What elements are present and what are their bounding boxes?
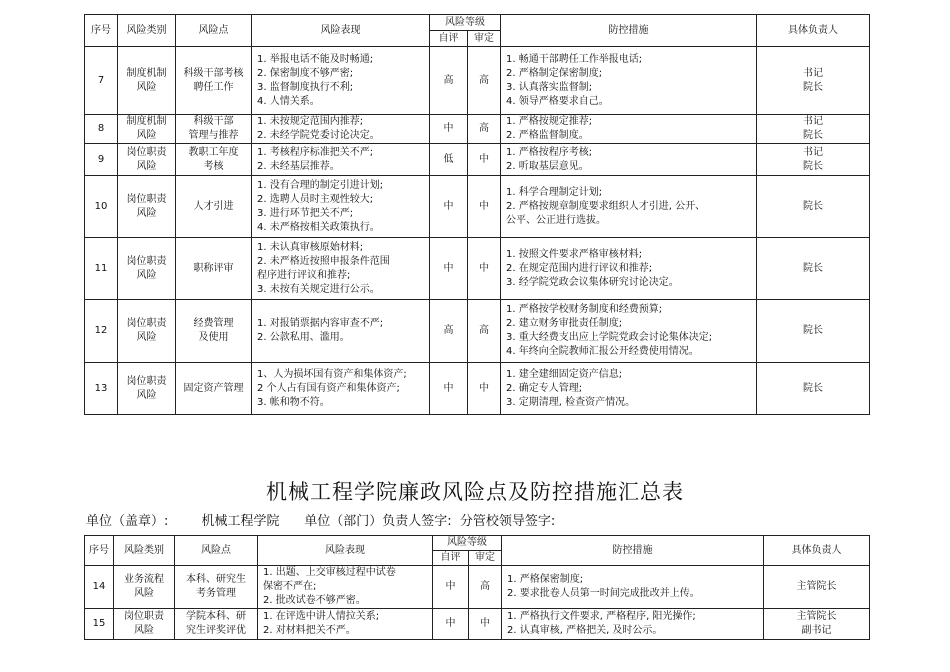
row-category-line: 风险 bbox=[136, 130, 157, 141]
row-measures-line: 3. 认真落实监督制; bbox=[506, 81, 593, 93]
table-row bbox=[85, 176, 870, 238]
row-seq: 12 bbox=[85, 300, 118, 363]
row-owner-line: 院长 bbox=[803, 325, 823, 336]
row-seq: 13 bbox=[85, 363, 118, 415]
row-measures bbox=[501, 176, 757, 238]
row-seq: 15 bbox=[85, 609, 114, 640]
row-measures-line: 2. 听取基层意见。 bbox=[506, 160, 589, 172]
header-manifestation: 风险表现 bbox=[252, 15, 430, 47]
row-manifestation bbox=[252, 363, 430, 415]
row-manifestation-line: 4. 未严格按相关政策执行。 bbox=[257, 221, 380, 233]
row-manifestation-line: 3. 未按有关规定进行公示。 bbox=[257, 283, 380, 295]
row-point bbox=[176, 363, 252, 415]
row-category-line: 制度机制 bbox=[126, 116, 167, 127]
row-measures-line: 1. 建全建细固定资产信息; bbox=[506, 368, 623, 380]
header-review: 审定 bbox=[469, 551, 502, 566]
row-owner-line: 院长 bbox=[803, 130, 823, 141]
row-owner bbox=[757, 363, 870, 415]
row-category-line: 岗位职责 bbox=[126, 193, 167, 205]
row-manifestation-line: 4. 人情关系。 bbox=[257, 95, 320, 107]
row-category bbox=[118, 300, 176, 363]
risk-table-2 bbox=[84, 535, 870, 640]
row-manifestation bbox=[252, 238, 430, 300]
row-category bbox=[114, 566, 175, 609]
row-manifestation-line: 1、人为损坏国有资产和集体资产; bbox=[257, 368, 407, 380]
row-review: 高 bbox=[468, 115, 501, 144]
row-measures-line: 1. 按照文件要求严格审核材料; bbox=[506, 248, 643, 260]
row-category bbox=[118, 238, 176, 300]
table-row bbox=[85, 144, 870, 176]
row-seq: 11 bbox=[85, 238, 118, 300]
row-point-line: 学院本科、研 bbox=[186, 611, 246, 622]
row-point-line: 及使用 bbox=[198, 332, 229, 343]
row-category-line: 岗位职责 bbox=[126, 146, 167, 158]
row-owner-line: 院长 bbox=[803, 262, 823, 274]
row-category-line: 岗位职责 bbox=[126, 375, 167, 387]
row-owner bbox=[757, 47, 870, 115]
row-measures-line: 1. 严格按学校财务制度和经费预算; bbox=[506, 304, 663, 315]
row-point bbox=[175, 566, 258, 609]
row-owner-line: 书记 bbox=[803, 116, 823, 127]
row-point-line: 职称评审 bbox=[193, 262, 234, 274]
row-point bbox=[176, 238, 252, 300]
row-category-line: 风险 bbox=[136, 207, 157, 219]
row-measures bbox=[501, 144, 757, 176]
row-manifestation-line: 2. 选聘人员时主观性较大; bbox=[257, 193, 374, 205]
header-seq: 序号 bbox=[85, 536, 114, 566]
row-category bbox=[118, 363, 176, 415]
row-owner-line: 书记 bbox=[803, 67, 823, 79]
row-review: 高 bbox=[468, 300, 501, 363]
row-measures-line: 1. 严格执行文件要求, 严格程序, 阳光操作; bbox=[507, 611, 696, 622]
row-manifestation-line: 1. 举报电话不能及时畅通; bbox=[257, 53, 374, 65]
row-seq: 10 bbox=[85, 176, 118, 238]
row-owner-line: 院长 bbox=[803, 382, 823, 394]
row-manifestation bbox=[258, 609, 433, 640]
row-point bbox=[176, 115, 252, 144]
row-owner bbox=[757, 176, 870, 238]
row-point-line: 人才引进 bbox=[193, 200, 234, 212]
row-owner bbox=[757, 300, 870, 363]
row-manifestation-line: 保密不严在; bbox=[263, 581, 317, 592]
row-review: 中 bbox=[468, 144, 501, 176]
row-manifestation bbox=[252, 144, 430, 176]
row-measures-line: 2. 严格监督制度。 bbox=[506, 130, 589, 141]
row-measures-line: 3. 重大经费支出应上学院党政会讨论集体决定; bbox=[506, 332, 713, 343]
row-category-line: 制度机制 bbox=[126, 67, 167, 79]
table-row bbox=[85, 115, 870, 144]
row-measures-line: 1. 严格按规定推荐; bbox=[506, 116, 593, 127]
row-point-line: 科级干部考核 bbox=[183, 67, 244, 79]
row-review: 中 bbox=[468, 176, 501, 238]
row-point-line: 管理与推荐 bbox=[188, 130, 239, 141]
row-measures bbox=[502, 566, 764, 609]
row-point-line: 考务管理 bbox=[196, 588, 236, 599]
row-manifestation-line: 2. 公款私用、滥用。 bbox=[257, 332, 350, 343]
row-owner-line: 副书记 bbox=[801, 625, 832, 636]
row-category bbox=[118, 176, 176, 238]
header-self-eval: 自评 bbox=[430, 31, 468, 47]
row-owner-line: 主管院长 bbox=[796, 581, 837, 592]
row-category-line: 风险 bbox=[136, 160, 157, 172]
row-category bbox=[118, 47, 176, 115]
row-category-line: 岗位职责 bbox=[126, 318, 167, 329]
row-owner bbox=[764, 566, 870, 609]
row-manifestation-line: 2. 未经学院党委讨论决定。 bbox=[257, 130, 380, 141]
row-self-eval: 中 bbox=[430, 238, 468, 300]
row-measures bbox=[502, 609, 764, 640]
table-row bbox=[85, 47, 870, 115]
row-category-line: 风险 bbox=[136, 81, 157, 93]
row-review: 中 bbox=[469, 609, 502, 640]
row-measures-line: 2. 确定专人管理; bbox=[506, 382, 583, 394]
row-point-line: 经费管理 bbox=[193, 318, 234, 329]
row-self-eval: 高 bbox=[430, 300, 468, 363]
row-manifestation-line: 3. 监督制度执行不利; bbox=[257, 81, 354, 93]
row-measures-line: 1. 严格按程序考核; bbox=[506, 146, 593, 158]
row-measures bbox=[501, 300, 757, 363]
row-point-line: 固定资产管理 bbox=[183, 382, 244, 394]
row-owner-line: 院长 bbox=[803, 160, 823, 172]
row-manifestation-line: 2. 未严格近按照申报条件范围 bbox=[257, 255, 390, 267]
row-measures-line: 1. 畅通干部聘任工作举报电话; bbox=[506, 53, 643, 65]
header-point: 风险点 bbox=[176, 15, 252, 47]
row-owner-line: 院长 bbox=[803, 200, 823, 212]
header-level: 风险等级 bbox=[433, 536, 502, 551]
row-point-line: 聘任工作 bbox=[193, 81, 234, 93]
row-manifestation-line: 1. 出题、上交审核过程中试卷 bbox=[263, 567, 396, 578]
header-point: 风险点 bbox=[175, 536, 258, 566]
row-owner-line: 主管院长 bbox=[796, 611, 837, 622]
row-seq: 8 bbox=[85, 115, 118, 144]
row-measures bbox=[501, 363, 757, 415]
row-owner-line: 院长 bbox=[803, 81, 823, 93]
table-row bbox=[85, 238, 870, 300]
row-category-line: 岗位职责 bbox=[126, 255, 167, 267]
header-measures: 防控措施 bbox=[501, 15, 757, 47]
row-self-eval: 中 bbox=[430, 176, 468, 238]
row-point bbox=[176, 300, 252, 363]
row-measures-line: 1. 科学合理制定计划; bbox=[506, 186, 603, 198]
unit-line bbox=[86, 510, 555, 529]
row-category bbox=[118, 115, 176, 144]
row-manifestation bbox=[252, 176, 430, 238]
row-manifestation-line: 1. 没有合理的制定引进计划; bbox=[257, 179, 384, 191]
row-manifestation-line: 程序进行评议和推荐; bbox=[257, 269, 351, 281]
row-manifestation bbox=[252, 300, 430, 363]
row-owner bbox=[757, 115, 870, 144]
row-point bbox=[176, 47, 252, 115]
row-measures-line: 3. 经学院党政会议集体研究讨论决定。 bbox=[506, 276, 679, 288]
row-point-line: 教职工年度 bbox=[188, 146, 239, 158]
row-category-line: 风险 bbox=[136, 332, 157, 343]
row-manifestation bbox=[252, 115, 430, 144]
risk-table-1 bbox=[84, 14, 870, 415]
row-point bbox=[176, 144, 252, 176]
row-self-eval: 中 bbox=[430, 363, 468, 415]
row-point-line: 本科、研究生 bbox=[186, 574, 246, 585]
row-measures bbox=[501, 115, 757, 144]
row-category-line: 风险 bbox=[136, 269, 157, 281]
table-row bbox=[85, 566, 870, 609]
row-measures-line: 4. 年终向全院教师汇报公开经费使用情况。 bbox=[506, 346, 699, 357]
row-review: 中 bbox=[468, 238, 501, 300]
row-manifestation bbox=[258, 566, 433, 609]
row-category-line: 风险 bbox=[134, 588, 154, 599]
row-manifestation-line: 2. 对材料把关不严。 bbox=[263, 625, 356, 636]
row-category-line: 风险 bbox=[134, 625, 154, 636]
row-review: 高 bbox=[469, 566, 502, 609]
table-row bbox=[85, 300, 870, 363]
row-manifestation-line: 3. 帐和物不符。 bbox=[257, 396, 330, 408]
row-manifestation-line: 1. 在评选中讲人情拉关系; bbox=[263, 611, 380, 622]
row-measures-line: 1. 严格保密制度; bbox=[507, 574, 584, 585]
row-category-line: 业务流程 bbox=[124, 574, 164, 585]
row-manifestation-line: 1. 未按规定范围内推荐; bbox=[257, 116, 364, 127]
row-owner bbox=[764, 609, 870, 640]
row-point-line: 考核 bbox=[203, 160, 224, 172]
row-measures-line: 2. 建立财务审批责任制度; bbox=[506, 318, 623, 329]
row-manifestation-line: 2. 未经基层推荐。 bbox=[257, 160, 340, 172]
row-owner bbox=[757, 144, 870, 176]
row-seq: 7 bbox=[85, 47, 118, 115]
row-category-line: 岗位职责 bbox=[124, 611, 164, 622]
header-owner: 具体负责人 bbox=[757, 15, 870, 47]
row-manifestation-line: 1. 对报销票据内容审查不严; bbox=[257, 318, 384, 329]
row-seq: 9 bbox=[85, 144, 118, 176]
header-owner: 具体负责人 bbox=[764, 536, 870, 566]
row-manifestation bbox=[252, 47, 430, 115]
header-seq: 序号 bbox=[85, 15, 118, 47]
row-category bbox=[114, 609, 175, 640]
row-measures-line: 2. 在规定范围内进行评议和推荐; bbox=[506, 262, 653, 274]
row-manifestation-line: 1. 未认真审核原始材料; bbox=[257, 241, 364, 253]
row-measures-line: 2. 严格制定保密制度; bbox=[506, 67, 603, 79]
row-self-eval: 中 bbox=[430, 115, 468, 144]
row-self-eval: 高 bbox=[430, 47, 468, 115]
page-title: 机械工程学院廉政风险点及防控措施汇总表 bbox=[266, 480, 684, 504]
header-manifestation: 风险表现 bbox=[258, 536, 433, 566]
unit-name: 机械工程学院 bbox=[201, 514, 280, 529]
row-self-eval: 中 bbox=[433, 609, 469, 640]
row-point bbox=[176, 176, 252, 238]
row-point-line: 科级干部 bbox=[193, 116, 234, 127]
row-manifestation-line: 2. 批改试卷不够严密。 bbox=[263, 595, 366, 606]
header-category: 风险类别 bbox=[114, 536, 175, 566]
row-measures-line: 公平、公正进行选拔。 bbox=[506, 214, 606, 226]
row-self-eval: 低 bbox=[430, 144, 468, 176]
row-measures bbox=[501, 238, 757, 300]
unit-label: 单位（盖章）: bbox=[86, 514, 169, 529]
row-review: 中 bbox=[468, 363, 501, 415]
row-measures-line: 2. 严格按规章制度要求组织人才引进, 公开、 bbox=[506, 200, 706, 212]
header-self-eval: 自评 bbox=[433, 551, 469, 566]
row-review: 高 bbox=[468, 47, 501, 115]
row-self-eval: 中 bbox=[433, 566, 469, 609]
row-measures-line: 2. 要求批卷人员第一时间完成批改并上传。 bbox=[507, 588, 700, 599]
header-level: 风险等级 bbox=[430, 15, 501, 31]
row-measures-line: 4. 领导严格要求自己。 bbox=[506, 95, 609, 107]
risk-table-2-body bbox=[85, 566, 870, 640]
row-measures bbox=[501, 47, 757, 115]
row-manifestation-line: 1. 考核程序标准把关不严; bbox=[257, 146, 374, 158]
row-seq: 14 bbox=[85, 566, 114, 609]
header-review: 审定 bbox=[468, 31, 501, 47]
row-category bbox=[118, 144, 176, 176]
header-measures: 防控措施 bbox=[502, 536, 764, 566]
row-manifestation-line: 3. 进行环节把关不严; bbox=[257, 207, 354, 219]
header-category: 风险类别 bbox=[118, 15, 176, 47]
row-measures-line: 3. 定期清理, 检查资产情况。 bbox=[506, 396, 636, 408]
row-manifestation-line: 2 个人占有国有资产和集体资产; bbox=[257, 382, 400, 394]
row-manifestation-line: 2. 保密制度不够严密; bbox=[257, 67, 354, 79]
signature-line: 单位（部门）负责人签字: 分管校领导签字: bbox=[304, 514, 556, 529]
row-point-line: 究生评奖评优 bbox=[186, 625, 246, 636]
table-row bbox=[85, 609, 870, 640]
row-owner bbox=[757, 238, 870, 300]
table-row bbox=[85, 363, 870, 415]
row-point bbox=[175, 609, 258, 640]
row-category-line: 风险 bbox=[136, 389, 157, 401]
risk-table-1-body bbox=[85, 47, 870, 415]
row-owner-line: 书记 bbox=[803, 146, 823, 158]
row-measures-line: 2. 认真审核, 严格把关, 及时公示。 bbox=[507, 625, 663, 636]
